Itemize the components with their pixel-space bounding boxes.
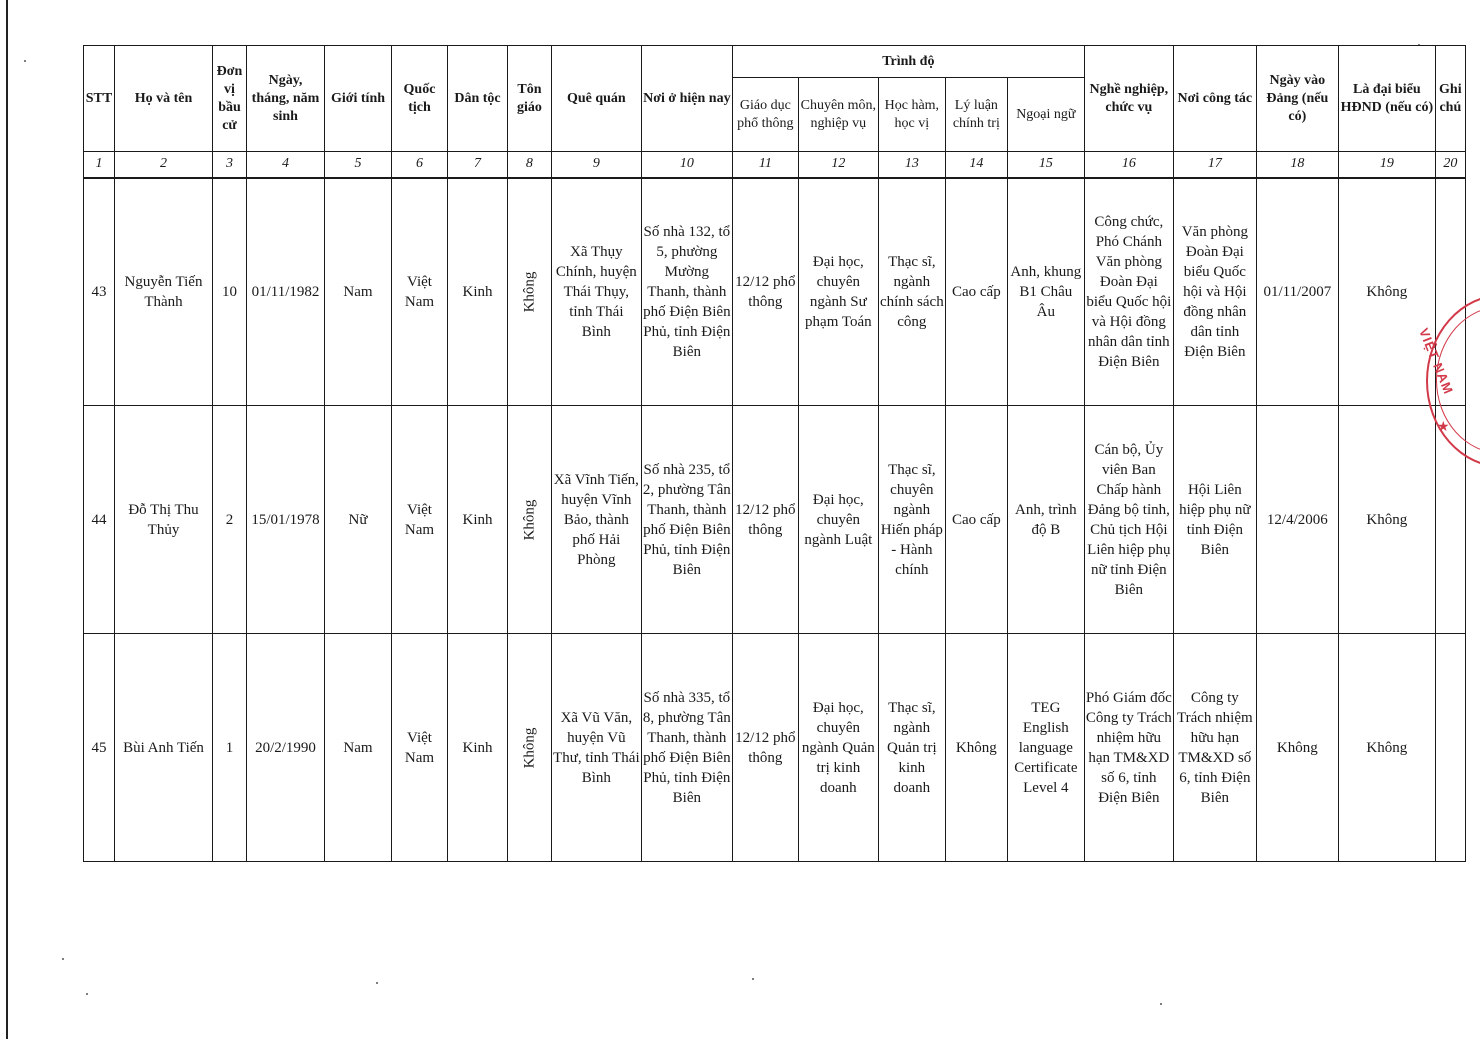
column-number: 3	[213, 152, 247, 178]
cell-ho-ten: Bùi Anh Tiến	[115, 634, 213, 862]
cell-ngay-vao-dang: 01/11/2007	[1256, 178, 1338, 406]
cell-don-vi: 10	[213, 178, 247, 406]
cell-hoc-ham: Thạc sĩ, ngành chính sách công	[878, 178, 945, 406]
cell-gioi-tinh: Nam	[325, 178, 392, 406]
table-row	[84, 406, 1466, 634]
header-hoc-ham: Học hàm, học vị	[878, 78, 945, 152]
header-ghi-chu: Ghi chú	[1435, 46, 1465, 152]
cell-gioi-tinh: Nam	[325, 634, 392, 862]
cell-ton-giao	[508, 406, 552, 634]
scan-speck	[86, 993, 88, 995]
header-gioi-tinh: Giới tính	[325, 46, 392, 152]
header-row	[84, 46, 1466, 78]
header-ly-luan: Lý luận chính trị	[945, 78, 1007, 152]
column-number: 2	[115, 152, 213, 178]
cell-ly-luan: Không	[945, 634, 1007, 862]
cell-ngoai-ngu: TEG English language Certificate Level 4	[1007, 634, 1084, 862]
cell-ngay-vao-dang: 12/4/2006	[1256, 406, 1338, 634]
header-ton-giao: Tôn giáo	[508, 46, 552, 152]
header-dan-toc: Dân tộc	[448, 46, 508, 152]
scan-speck	[1160, 1003, 1162, 1005]
cell-dan-toc: Kinh	[448, 634, 508, 862]
cell-ton-giao-text: Không	[521, 499, 538, 540]
cell-ton-giao	[508, 634, 552, 862]
column-number: 7	[448, 152, 508, 178]
cell-nghe-nghiep: Phó Giám đốc Công ty Trách nhiệm hữu hạn TM&XD số 6, tỉnh Điện Biên	[1084, 634, 1173, 862]
cell-dan-toc: Kinh	[448, 178, 508, 406]
column-number: 1	[84, 152, 115, 178]
cell-ngoai-ngu: Anh, khung B1 Châu Âu	[1007, 178, 1084, 406]
column-number: 16	[1084, 152, 1173, 178]
seal-star-icon: ★	[1437, 420, 1450, 435]
cell-ngay-vao-dang: Không	[1256, 634, 1338, 862]
header-ngay-sinh: Ngày, tháng, năm sinh	[247, 46, 325, 152]
cell-noi-cong-tac: Văn phòng Đoàn Đại biểu Quốc hội và Hội đồng nhân dân tỉnh Điện Biên	[1173, 178, 1256, 406]
cell-noi-cong-tac: Hội Liên hiệp phụ nữ tỉnh Điện Biên	[1173, 406, 1256, 634]
header-noi-o: Nơi ở hiện nay	[641, 46, 732, 152]
header-giao-duc: Giáo dục phổ thông	[732, 78, 798, 152]
cell-ghi-chu	[1435, 406, 1465, 634]
cell-chuyen-mon: Đại học, chuyên ngành Sư phạm Toán	[798, 178, 878, 406]
cell-que-quan: Xã Vĩnh Tiến, huyện Vĩnh Bảo, thành phố Hải Phòng	[551, 406, 641, 634]
cell-dai-bieu: Không	[1338, 634, 1435, 862]
cell-dai-bieu: Không	[1338, 406, 1435, 634]
cell-don-vi: 2	[213, 406, 247, 634]
column-number: 8	[508, 152, 552, 178]
header-ngoai-ngu: Ngoại ngữ	[1007, 78, 1084, 152]
column-number: 12	[798, 152, 878, 178]
column-number: 11	[732, 152, 798, 178]
cell-ngay-sinh: 20/2/1990	[247, 634, 325, 862]
cell-quoc-tich: Việt Nam	[392, 406, 448, 634]
seal-text: VIỆT NAM	[1416, 326, 1457, 397]
column-number: 9	[551, 152, 641, 178]
cell-ho-ten: Đỗ Thị Thu Thủy	[115, 406, 213, 634]
column-number: 18	[1256, 152, 1338, 178]
header-quoc-tich: Quốc tịch	[392, 46, 448, 152]
cell-noi-o: Số nhà 132, tổ 5, phường Mường Thanh, thành phố Điện Biên Phủ, tỉnh Điện Biên	[641, 178, 732, 406]
cell-que-quan: Xã Vũ Văn, huyện Vũ Thư, tỉnh Thái Bình	[551, 634, 641, 862]
header-stt: STT	[84, 46, 115, 152]
column-number-row	[84, 152, 1466, 178]
header-don-vi: Đơn vị bầu cử	[213, 46, 247, 152]
cell-ngay-sinh: 15/01/1978	[247, 406, 325, 634]
cell-noi-cong-tac: Công ty Trách nhiệm hữu hạn TM&XD số 6, tỉnh Điện Biên	[1173, 634, 1256, 862]
cell-gioi-tinh: Nữ	[325, 406, 392, 634]
table-row	[84, 634, 1466, 862]
cell-ton-giao	[508, 178, 552, 406]
cell-que-quan: Xã Thụy Chính, huyện Thái Thụy, tỉnh Thái Bình	[551, 178, 641, 406]
column-number: 20	[1435, 152, 1465, 178]
scan-speck	[376, 982, 378, 984]
column-number: 19	[1338, 152, 1435, 178]
cell-ton-giao-text: Không	[521, 727, 538, 768]
cell-stt: 43	[84, 178, 115, 406]
column-number: 14	[945, 152, 1007, 178]
cell-noi-o: Số nhà 235, tổ 2, phường Tân Thanh, thành phố Điện Biên Phủ, tỉnh Điện Biên	[641, 406, 732, 634]
column-number: 17	[1173, 152, 1256, 178]
scan-speck	[752, 978, 754, 980]
header-ngay-vao-dang: Ngày vào Đảng (nếu có)	[1256, 46, 1338, 152]
cell-noi-o: Số nhà 335, tổ 8, phường Tân Thanh, thành phố Điện Biên Phủ, tỉnh Điện Biên	[641, 634, 732, 862]
cell-quoc-tich: Việt Nam	[392, 178, 448, 406]
cell-ngoai-ngu: Anh, trình độ B	[1007, 406, 1084, 634]
cell-chuyen-mon: Đại học, chuyên ngành Quản trị kinh doanh	[798, 634, 878, 862]
table-row	[84, 178, 1466, 406]
header-trinh-do: Trình độ	[732, 46, 1084, 78]
cell-hoc-ham: Thạc sĩ, ngành Quản trị kinh doanh	[878, 634, 945, 862]
cell-chuyen-mon: Đại học, chuyên ngành Luật	[798, 406, 878, 634]
cell-ly-luan: Cao cấp	[945, 178, 1007, 406]
cell-nghe-nghiep: Cán bộ, Ủy viên Ban Chấp hành Đảng bộ tỉnh, Chủ tịch Hội Liên hiệp phụ nữ tỉnh Điện Biên	[1084, 406, 1173, 634]
cell-giao-duc: 12/12 phổ thông	[732, 178, 798, 406]
cell-ho-ten: Nguyễn Tiến Thành	[115, 178, 213, 406]
header-nghe-nghiep: Nghề nghiệp, chức vụ	[1084, 46, 1173, 152]
column-number: 10	[641, 152, 732, 178]
cell-giao-duc: 12/12 phổ thông	[732, 634, 798, 862]
scan-border-line	[6, 0, 8, 1039]
cell-ly-luan: Cao cấp	[945, 406, 1007, 634]
column-number: 6	[392, 152, 448, 178]
cell-stt: 45	[84, 634, 115, 862]
cell-ghi-chu	[1435, 634, 1465, 862]
header-que-quan: Quê quán	[551, 46, 641, 152]
column-number: 4	[247, 152, 325, 178]
cell-ngay-sinh: 01/11/1982	[247, 178, 325, 406]
column-number: 5	[325, 152, 392, 178]
candidate-table	[83, 45, 1466, 862]
cell-hoc-ham: Thạc sĩ, chuyên ngành Hiến pháp - Hành chính	[878, 406, 945, 634]
header-noi-cong-tac: Nơi công tác	[1173, 46, 1256, 152]
scan-speck	[24, 60, 26, 62]
cell-ton-giao-text: Không	[521, 271, 538, 313]
cell-dai-bieu: Không	[1338, 178, 1435, 406]
cell-nghe-nghiep: Công chức, Phó Chánh Văn phòng Đoàn Đại biểu Quốc hội và Hội đồng nhân dân tỉnh Điện Biên	[1084, 178, 1173, 406]
header-dai-bieu: Là đại biểu HĐND (nếu có)	[1338, 46, 1435, 152]
column-number: 13	[878, 152, 945, 178]
scan-speck	[62, 958, 64, 960]
header-ho-ten: Họ và tên	[115, 46, 213, 152]
cell-stt: 44	[84, 406, 115, 634]
cell-quoc-tich: Việt Nam	[392, 634, 448, 862]
cell-dan-toc: Kinh	[448, 406, 508, 634]
header-chuyen-mon: Chuyên môn, nghiệp vụ	[798, 78, 878, 152]
cell-don-vi: 1	[213, 634, 247, 862]
cell-giao-duc: 12/12 phổ thông	[732, 406, 798, 634]
column-number: 15	[1007, 152, 1084, 178]
